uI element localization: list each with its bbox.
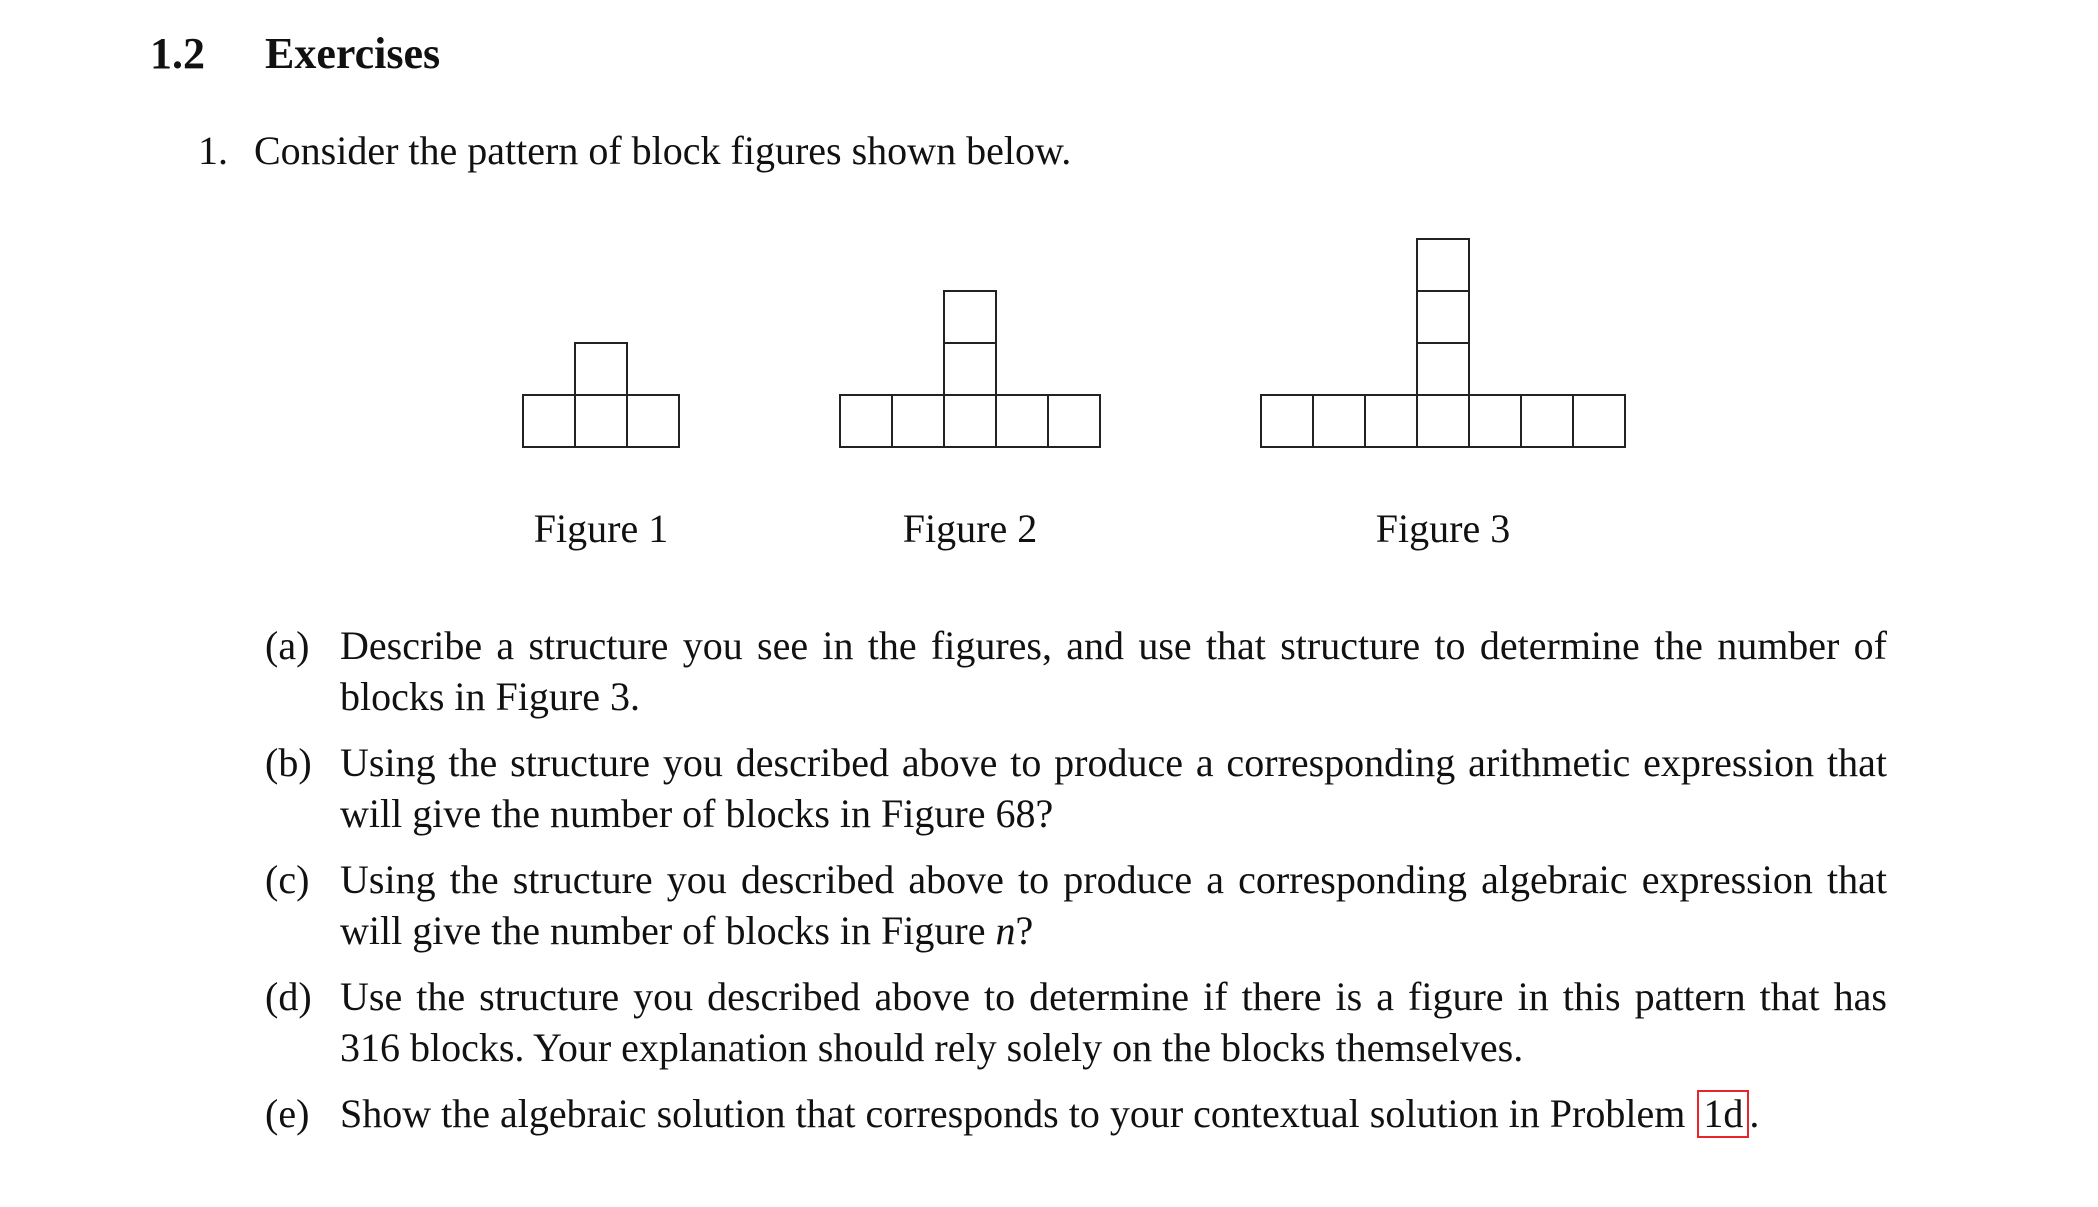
- base-block: [892, 395, 944, 447]
- figure-2-blocks: [840, 291, 1100, 447]
- base-block: [523, 395, 575, 447]
- part-b-label: (b): [265, 740, 312, 785]
- part-b-text: Using the structure you described above to produce a corresponding arithmetic expression that will give the number of blocks in Figure 68?: [340, 740, 1887, 836]
- base-block: [1417, 395, 1469, 447]
- base-block: [996, 395, 1048, 447]
- base-block: [1573, 395, 1625, 447]
- variable-n: n: [995, 908, 1016, 953]
- stem-block: [944, 343, 996, 395]
- part-c-text-main: Using the structure you described above to produce a corresponding algebraic expression that will give the number of blocks in Figure: [340, 857, 1887, 953]
- base-block: [1521, 395, 1573, 447]
- problem-1d-reference-link[interactable]: 1d: [1697, 1090, 1749, 1138]
- part-c: [265, 854, 1887, 956]
- part-a: [265, 620, 1887, 722]
- stem-block: [944, 291, 996, 343]
- base-block: [1313, 395, 1365, 447]
- part-e-text-main: Show the algebraic solution that corresponds to your contextual solution in Problem: [340, 1091, 1696, 1136]
- part-b: [265, 737, 1887, 839]
- part-e-text-end: .: [1749, 1091, 1760, 1136]
- section-heading: [150, 24, 440, 84]
- problem-statement: [198, 124, 1071, 178]
- part-a-label: (a): [265, 623, 310, 668]
- part-c-label: (c): [265, 857, 310, 902]
- base-block: [1469, 395, 1521, 447]
- part-d-text: Use the structure you described above to determine if there is a figure in this pattern that has 316 blocks. Your explanation should rely solely on the blocks themselves.: [340, 974, 1887, 1070]
- figure-1-blocks: [523, 343, 679, 447]
- stem-block: [1417, 343, 1469, 395]
- figure-2-caption: Figure 2: [902, 506, 1038, 551]
- part-d-label: (d): [265, 974, 312, 1019]
- section-number: 1.2: [150, 29, 205, 78]
- figure-3-caption: Figure 3: [1375, 506, 1511, 551]
- stem-block: [1417, 239, 1469, 291]
- problem-text: Consider the pattern of block figures shown below.: [254, 128, 1072, 173]
- base-block: [575, 395, 627, 447]
- section-title: Exercises: [265, 29, 441, 78]
- base-block: [1261, 395, 1313, 447]
- problem-parts: [265, 620, 1887, 1154]
- figure-1-caption: Figure 1: [533, 506, 669, 551]
- part-a-text: Describe a structure you see in the figures, and use that structure to determine the number of blocks in Figure 3.: [340, 623, 1887, 719]
- part-c-text: [340, 854, 1887, 956]
- base-block: [1048, 395, 1100, 447]
- figure-3-blocks: [1261, 239, 1625, 447]
- base-block: [840, 395, 892, 447]
- part-e-label: (e): [265, 1091, 310, 1136]
- base-block: [627, 395, 679, 447]
- stem-block: [1417, 291, 1469, 343]
- problem-number: 1.: [198, 128, 228, 173]
- part-c-text-end: ?: [1015, 908, 1034, 953]
- base-block: [944, 395, 996, 447]
- part-e: [265, 1088, 1887, 1139]
- base-block: [1365, 395, 1417, 447]
- block-figures: [0, 220, 2098, 480]
- part-e-text: [340, 1088, 1887, 1139]
- part-d: [265, 971, 1887, 1073]
- stem-block: [575, 343, 627, 395]
